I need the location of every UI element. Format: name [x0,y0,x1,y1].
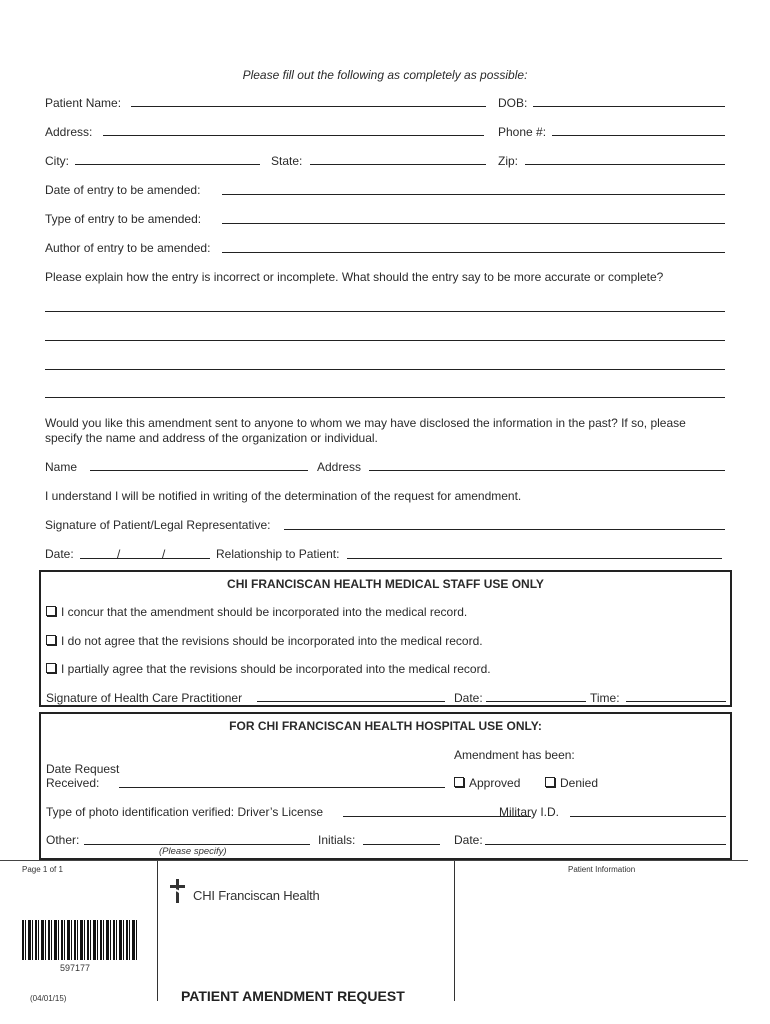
partial-agree-label: I partially agree that the revisions should be incorporated into the medical record. [61,662,491,676]
approved-label: Approved [469,776,521,790]
explain-line-2[interactable] [45,340,725,341]
other-id-field[interactable] [84,844,310,845]
recipient-name-field[interactable] [90,470,308,471]
state-label: State: [271,154,303,168]
staff-date-field[interactable] [486,701,586,702]
type-entry-label: Type of entry to be amended: [45,212,202,226]
phone-field[interactable] [552,135,725,136]
zip-label: Zip: [498,154,519,168]
military-id-label: Military I.D. [499,805,559,819]
patient-name-label: Patient Name: [45,96,122,110]
denied-checkbox[interactable] [545,777,555,787]
hospital-date-field[interactable] [485,844,726,845]
notification-notice: I understand I will be notified in writing of the determination of the request for amendment. [45,489,522,503]
explain-line-4[interactable] [45,397,725,398]
amendment-status-label: Amendment has been: [454,748,575,762]
denied-option[interactable] [545,776,598,790]
signature-date-field[interactable] [80,558,210,559]
medical-staff-section [39,570,732,707]
staff-time-label: Time: [590,691,620,705]
disagree-checkbox[interactable] [46,635,56,645]
date-request-label-2: Received: [46,776,100,790]
partial-agree-option[interactable] [46,662,491,676]
phone-label: Phone #: [498,125,547,139]
initials-label: Initials: [318,833,356,847]
footer-vertical-right [454,861,455,1001]
date-request-field[interactable] [119,787,445,788]
explain-label: Please explain how the entry is incorrect or incomplete. What should the entry say to be more accurate or complete? [45,270,664,284]
concur-label: I concur that the amendment should be incorporated into the medical record. [61,605,468,619]
practitioner-signature-field[interactable] [257,701,445,702]
approved-checkbox[interactable] [454,777,464,787]
barcode-number: 597177 [60,963,91,973]
logo-text: CHI Franciscan Health [193,888,320,903]
date-separator-2: / [162,547,166,561]
military-id-field[interactable] [570,816,726,817]
signature-date-label: Date: [45,547,74,561]
footer-vertical-left [157,861,158,1001]
staff-date-label: Date: [454,691,483,705]
recipient-address-field[interactable] [369,470,725,471]
staff-time-field[interactable] [626,701,726,702]
medical-staff-title: CHI FRANCISCAN HEALTH MEDICAL STAFF USE ONLY [227,577,544,591]
form-title: PATIENT AMENDMENT REQUEST [181,988,405,1004]
concur-option[interactable] [46,605,467,619]
hospital-date-label: Date: [454,833,483,847]
initials-field[interactable] [363,844,440,845]
hospital-title: FOR CHI FRANCISCAN HEALTH HOSPITAL USE ONLY: [229,719,542,733]
partial-agree-checkbox[interactable] [46,663,56,673]
other-id-label: Other: [46,833,80,847]
concur-checkbox[interactable] [46,606,56,616]
denied-label: Denied [560,776,599,790]
address-field[interactable] [103,135,484,136]
date-entry-label: Date of entry to be amended: [45,183,201,197]
form-instructions: Please fill out the following as completely as possible: [242,68,528,82]
date-separator-1: / [117,547,121,561]
recipient-address-label: Address [317,460,362,474]
author-entry-label: Author of entry to be amended: [45,241,211,255]
type-entry-field[interactable] [222,223,725,224]
explain-line-3[interactable] [45,369,725,370]
state-field[interactable] [310,164,486,165]
disagree-label: I do not agree that the revisions should be incorporated into the medical record. [61,634,483,648]
chi-cross-icon [168,878,188,904]
form-date: (04/01/15) [30,994,67,1003]
patient-signature-field[interactable] [284,529,725,530]
zip-field[interactable] [525,164,725,165]
dob-field[interactable] [533,106,725,107]
disclosure-question-line1: Would you like this amendment sent to anyone to whom we may have disclosed the information in the past? If so, please [45,416,686,430]
date-entry-field[interactable] [222,194,725,195]
disagree-option[interactable] [46,634,483,648]
footer-divider [0,860,748,861]
recipient-name-label: Name [45,460,78,474]
patient-name-field[interactable] [131,106,486,107]
disclosure-question-line2: specify the name and address of the organization or individual. [45,431,378,445]
practitioner-signature-label: Signature of Health Care Practitioner [46,691,243,705]
page-number: Page 1 of 1 [22,865,63,874]
hospital-section [39,712,732,860]
relationship-label: Relationship to Patient: [216,547,340,561]
please-specify-hint: (Please specify) [159,846,227,857]
explain-line-1[interactable] [45,311,725,312]
relationship-field[interactable] [347,558,722,559]
patient-information-label: Patient Information [568,865,636,874]
photo-id-label: Type of photo identification verified: Driver’s License [46,805,324,819]
date-request-label-1: Date Request [46,762,120,776]
approved-option[interactable] [454,776,520,790]
author-entry-field[interactable] [222,252,725,253]
city-field[interactable] [75,164,260,165]
dob-label: DOB: [498,96,528,110]
barcode [22,920,138,960]
city-label: City: [45,154,69,168]
patient-signature-label: Signature of Patient/Legal Representative: [45,518,271,532]
address-label: Address: [45,125,93,139]
